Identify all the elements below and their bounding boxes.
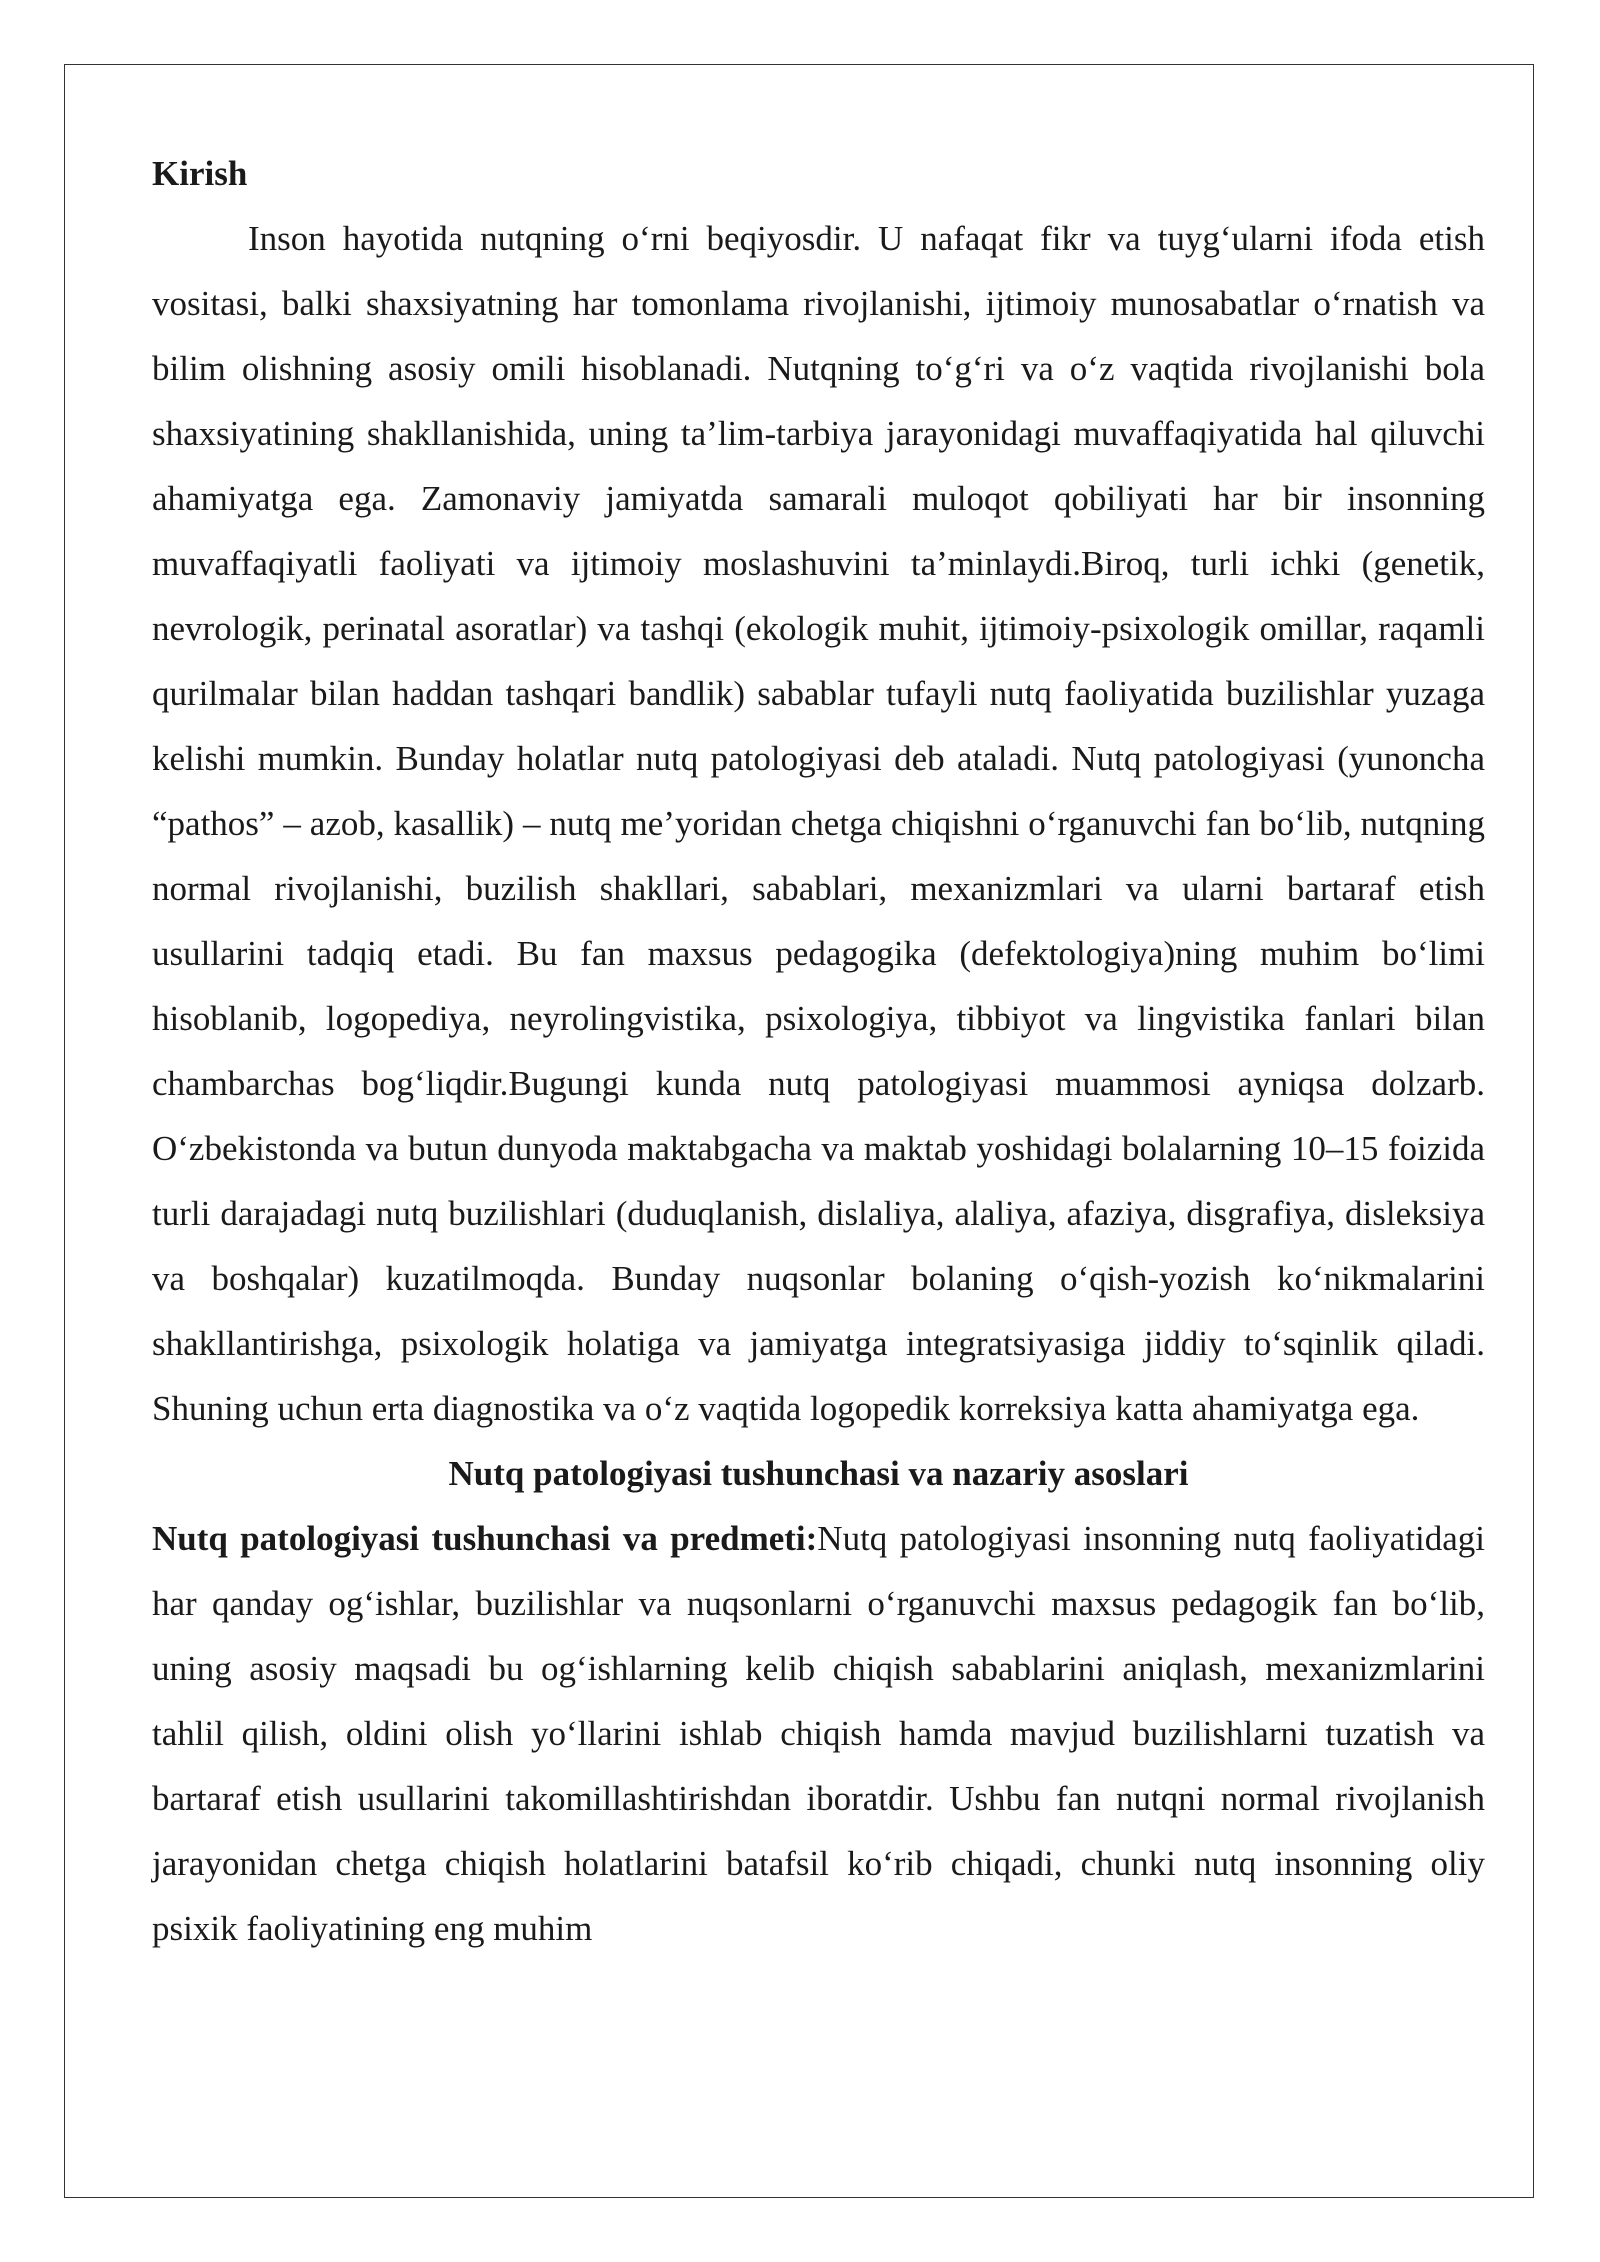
intro-paragraph: Inson hayotida nutqning o‘rni beqiyosdir. U nafaqat fikr va tuyg‘ularni ifoda etish vositasi, balki shaxsiyatning har tomonlama rivojlanishi, ijtimoiy munosabatlar o‘rnatish va bilim olishning asosiy omili hisoblanadi. Nutqning to‘g‘ri va o‘z vaqtida rivojlanishi bola shaxsiyatining shakllanishida, uning ta’lim-tarbiya jarayonidagi muvaffaqiyatida hal qiluvchi ahamiyatga ega. Zamonaviy jamiyatda samarali muloqot qobiliyati har bir insonning muvaffaqiyatli faoliyati va ijtimoiy moslashuvini ta’minlaydi.Biroq, turli ichki (genetik, nevrologik, perinatal asoratlar) va tashqi (ekologik muhit, ijtimoiy-psixologik omillar, raqamli qurilmalar bilan haddan tashqari bandlik) sabablar tufayli nutq faoliyatida buzilishlar yuzaga kelishi mumkin. Bunday holatlar nutq patologiyasi deb ataladi. Nutq patologiyasi (yunoncha “pathos” – azob, kasallik) – nutq me’yoridan chetga chiqishni o‘rganuvchi fan bo‘lib, nutqning normal rivojlanishi, buzilish shakllari, sabablari, mexanizmlari va ularni bartaraf etish usullarini tadqiq etadi. Bu fan maxsus pedagogika (defektologiya)ning muhim bo‘limi hisoblanib, logopediya, neyrolingvistika, psixologiya, tibbiyot va lingvistika fanlari bilan chambarchas bog‘liqdir.Bugungi kunda nutq patologiyasi muammosi ayniqsa dolzarb. O‘zbekistonda va butun dunyoda maktabgacha va maktab yoshidagi bolalarning 10–15 foizida turli darajadagi nutq buzilishlari (duduqlanish, dislaliya, alaliya, afaziya, disgrafiya, disleksiya va boshqalar) kuzatilmoqda. Bunday nuqsonlar bolaning o‘qish-yozish ko‘nikmalarini shakllantirishga, psixologik holatiga va jamiyatga integratsiyasiga jiddiy to‘sqinlik qiladi. Shuning uchun erta diagnostika va o‘z vaqtida logopedik korreksiya katta ahamiyatga ega. — [152, 219, 1485, 1428]
subsection-label: Nutq patologiyasi tushunchasi va predmeti: — [152, 1519, 818, 1558]
section-title: Nutq patologiyasi tushunchasi va nazariy asoslari — [448, 1454, 1189, 1493]
heading-kirish: Kirish — [152, 154, 248, 193]
subsection-text: Nutq patologiyasi insonning nutq faoliyatidagi har qanday og‘ishlar, buzilishlar va nuqsonlarni o‘rganuvchi maxsus pedagogik fan bo‘lib, uning asosiy maqsadi bu og‘ishlarning kelib chiqish sabablarini aniqlash, mexanizmlarini tahlil qilish, oldini olish yo‘llarini ishlab chiqish hamda mavjud buzilishlarni tuzatish va bartaraf etish usullarini takomillashtirishdan iboratdir. Ushbu fan nutqni normal rivojlanish jarayonidan chetga chiqish holatlarini batafsil ko‘rib chiqadi, chunki nutq insonning oliy psixik faoliyatining eng muhim — [152, 1519, 1485, 1948]
subsection-paragraph — [152, 1506, 1485, 1961]
document-body — [152, 141, 1485, 1961]
